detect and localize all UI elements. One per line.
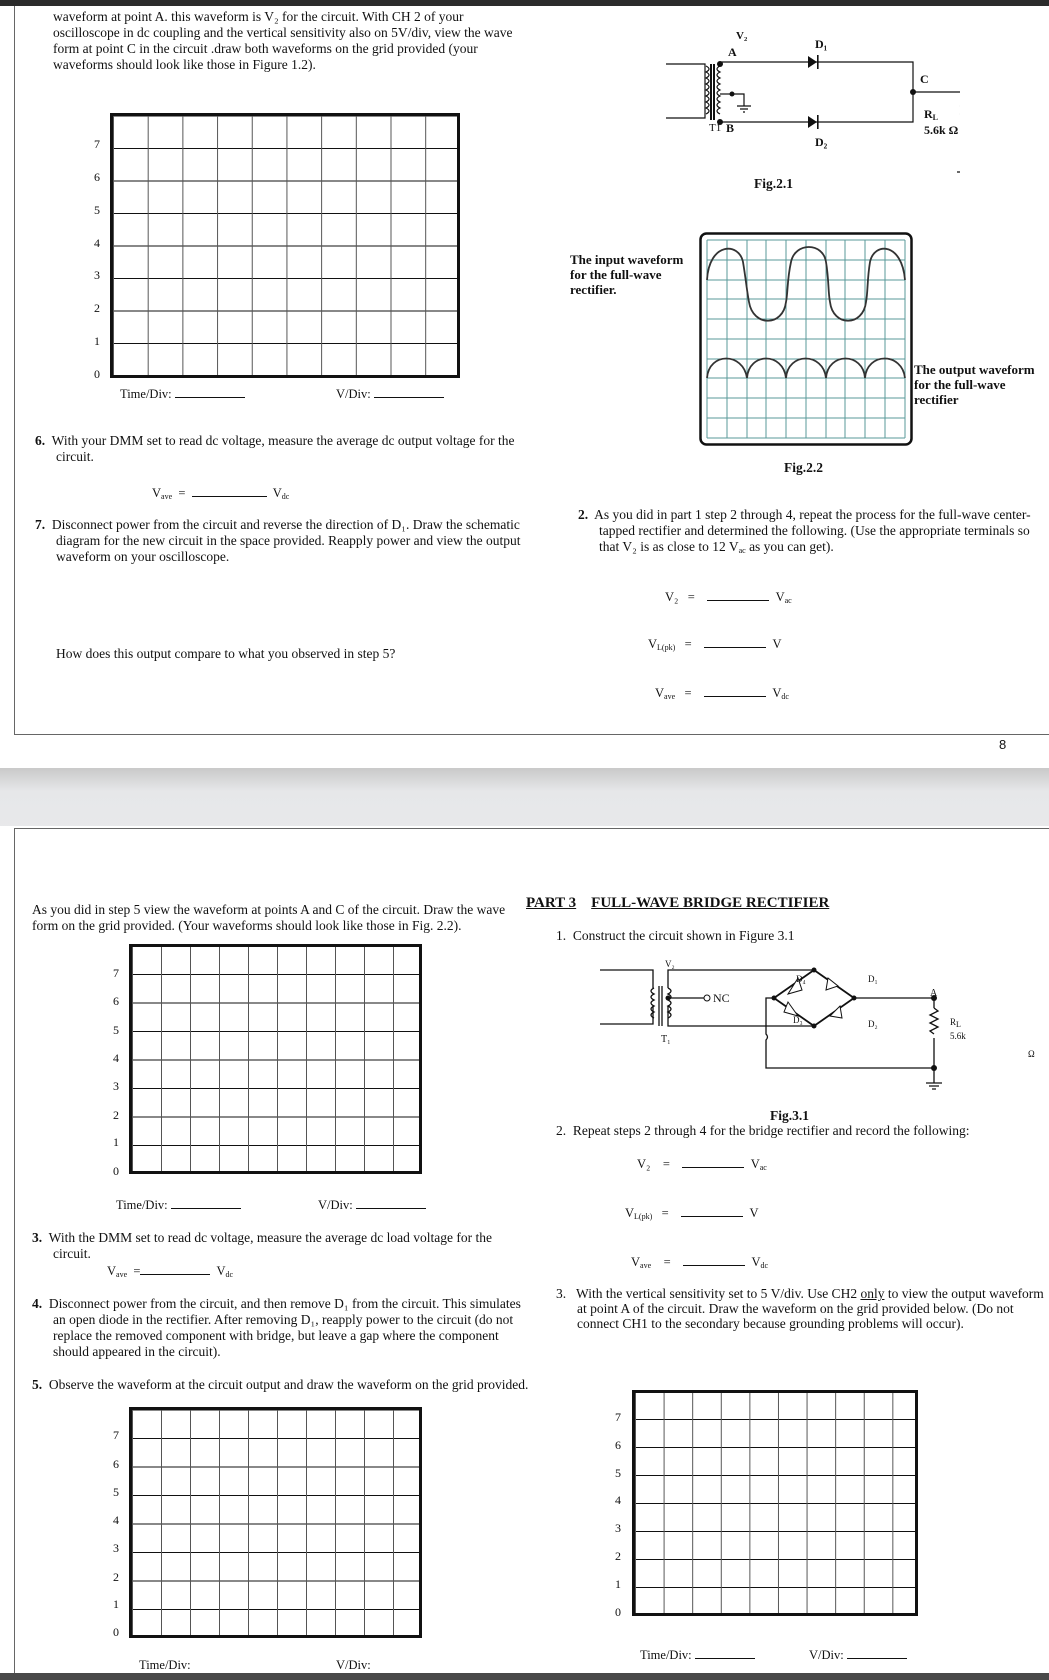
y-label: 1 bbox=[615, 1577, 621, 1591]
node-b-label: B bbox=[726, 121, 735, 135]
y-label: 5 bbox=[113, 1023, 119, 1037]
y-label: 7 bbox=[615, 1410, 621, 1424]
vlpk-row: $V_{L(pk)}$ = V bbox=[648, 637, 782, 652]
vave-row-2: $V_{ave}$ = $V_{dc}$ bbox=[655, 686, 789, 701]
t1-label: T₁ bbox=[661, 1034, 671, 1045]
d4-label: D₄ bbox=[796, 974, 806, 984]
oscilloscope-display-figure bbox=[699, 232, 913, 446]
y-label: 6 bbox=[113, 1457, 119, 1471]
node-c-label: C bbox=[920, 72, 929, 86]
d1-label: D₁ bbox=[815, 37, 828, 51]
y-label: 2 bbox=[113, 1108, 119, 1122]
time-div-blank[interactable] bbox=[171, 1196, 241, 1209]
p3-vlpk-row: $V_{L(pk)}$ = V bbox=[625, 1206, 759, 1221]
p3-v2-blank[interactable] bbox=[682, 1155, 744, 1168]
oscilloscope-grid[interactable] bbox=[129, 1407, 422, 1638]
y-label: 3 bbox=[615, 1521, 621, 1535]
node-a-label: A bbox=[728, 45, 737, 59]
time-div-blank[interactable] bbox=[175, 385, 245, 398]
y-label: 3 bbox=[113, 1079, 119, 1093]
oscilloscope-grid[interactable] bbox=[110, 113, 460, 378]
time-div-label: Time/Div: bbox=[640, 1648, 692, 1662]
v-div-blank[interactable] bbox=[847, 1646, 907, 1659]
time-div-label: Time/Div: bbox=[120, 387, 172, 401]
y-label: 1 bbox=[94, 334, 100, 348]
y-label: 7 bbox=[113, 1428, 119, 1442]
document-page-9 bbox=[0, 826, 1049, 1673]
equals: = bbox=[178, 486, 186, 500]
unit-sub: dc bbox=[281, 492, 290, 501]
step-7-text: Disconnect power from the circuit and reverse the direction of D₁. Draw the schematic diagram for the new circuit in the space provided. Reapply power and view the output waveform on your oscilloscope. bbox=[51, 517, 521, 564]
fig-3-1-caption: Fig.3.1 bbox=[770, 1108, 809, 1123]
v-sub: ave bbox=[161, 492, 173, 501]
step-3-text: With the DMM set to read dc voltage, measure the average dc load voltage for the circuit. bbox=[48, 1230, 492, 1261]
y-label: 3 bbox=[94, 268, 100, 282]
step-5: 5. Observe the waveform at the circuit output and draw the waveform on the grid provided. bbox=[32, 1377, 529, 1392]
p3-step-2: 2. Repeat steps 2 through 4 for the bridge rectifier and record the following: bbox=[556, 1123, 970, 1138]
v-div-label: V/Div: bbox=[809, 1648, 844, 1662]
p3-vlpk-blank[interactable] bbox=[681, 1204, 743, 1217]
page-number: 8 bbox=[999, 737, 1007, 752]
p3-vave-blank[interactable] bbox=[683, 1253, 745, 1266]
y-label: 0 bbox=[615, 1605, 621, 1619]
d3-label: D₃ bbox=[793, 1015, 803, 1025]
step-2-text: As you did in part 1 step 2 through 4, repeat the process for the full-wave center-tapped rectifier and determined the following. (Use the appropriate terminals so that V₂ is as close to 12 V bbox=[594, 507, 1031, 554]
y-label: 6 bbox=[113, 994, 119, 1008]
y-label: 7 bbox=[113, 966, 119, 980]
part-3-heading bbox=[526, 895, 829, 911]
rl-value: 5.6k bbox=[950, 1031, 966, 1041]
y-label: 1 bbox=[113, 1135, 119, 1149]
vlpk-blank[interactable] bbox=[704, 635, 766, 648]
step-5-text: Observe the waveform at the circuit output and draw the waveform on the grid provided. bbox=[48, 1377, 529, 1392]
y-label: 2 bbox=[615, 1549, 621, 1563]
intro-paragraph-2: As you did in step 5 view the waveform at points A and C of the circuit. Draw the wave form on the grid provided. (Your waveforms should look like those in Fig. 2.2). bbox=[32, 902, 506, 933]
rl-label: $R_L$ bbox=[950, 1017, 961, 1029]
part-label: PART 3 bbox=[526, 895, 577, 911]
rl-value: 5.6k Ω bbox=[924, 123, 959, 137]
y-label: 1 bbox=[113, 1597, 119, 1611]
p3-vave-row: $V_{ave}$ = $V_{dc}$ bbox=[631, 1255, 769, 1270]
y-label: 4 bbox=[113, 1513, 119, 1527]
node-a-label: A bbox=[930, 988, 938, 999]
vave-blank[interactable] bbox=[192, 484, 267, 497]
vave3-blank[interactable] bbox=[140, 1262, 210, 1275]
viewer-bottom-bar bbox=[0, 1673, 1049, 1680]
p3-step-3: 3. With the vertical sensitivity set to 5 V/div. Use CH2 only to view the output waveform at point A of the circuit. Draw the waveform on the grid provided below. (Do not connect CH1 to the secondary because grounding problems will occur). bbox=[556, 1286, 1044, 1331]
y-label: 2 bbox=[94, 301, 100, 315]
fig-2-1-caption: Fig.2.1 bbox=[754, 176, 793, 191]
step-4: 4. Disconnect power from the circuit, and then remove D₁ from the circuit. This simulates an open diode in the rectifier. After removing D₁, reapply power to the circuit (do not replace the removed component with bridge, but leave a gap where the component should appeared in the circuit). bbox=[32, 1296, 521, 1359]
y-label: 0 bbox=[94, 367, 100, 381]
vave-row bbox=[152, 484, 289, 505]
d1-label: D₁ bbox=[868, 974, 878, 984]
d2-label: D₂ bbox=[815, 135, 828, 149]
v2-label: V₂ bbox=[665, 959, 675, 969]
part-title: FULL-WAVE BRIDGE RECTIFIER bbox=[591, 895, 830, 911]
vave-row-3: $V_{ave} = V_{dc}$ bbox=[107, 1264, 234, 1279]
v-div-label: V/Div: bbox=[318, 1198, 353, 1212]
document-page-8 bbox=[0, 6, 1049, 736]
y-label: 6 bbox=[615, 1438, 621, 1452]
t1-label: T1 bbox=[709, 122, 722, 134]
time-div-blank[interactable] bbox=[695, 1646, 755, 1659]
y-label: 7 bbox=[94, 137, 100, 151]
oscilloscope-grid[interactable] bbox=[632, 1390, 918, 1616]
ohm-symbol: Ω bbox=[1028, 1049, 1035, 1059]
y-label: 3 bbox=[113, 1541, 119, 1555]
time-div-label: Time/Div: bbox=[116, 1198, 168, 1212]
p3-v2-row: V₂ = $V_{ac}$ bbox=[637, 1157, 767, 1172]
v2-row: V₂ = $V_{ac}$ bbox=[665, 590, 792, 605]
vave2-blank[interactable] bbox=[704, 684, 766, 697]
nc-label: NC bbox=[713, 991, 730, 1005]
d2-label: D₂ bbox=[868, 1019, 878, 1029]
v-label: V bbox=[152, 486, 162, 500]
y-label: 5 bbox=[94, 203, 100, 217]
center-tapped-rectifier-schematic bbox=[660, 24, 960, 174]
y-label: 6 bbox=[94, 170, 100, 184]
y-label: 4 bbox=[94, 236, 100, 250]
oscilloscope-grid[interactable] bbox=[129, 944, 422, 1174]
unit: V bbox=[272, 486, 282, 500]
step-3: 3. With the DMM set to read dc voltage, measure the average dc load voltage for the circuit. bbox=[32, 1230, 492, 1261]
v-div-blank[interactable] bbox=[374, 385, 444, 398]
y-label: 0 bbox=[113, 1625, 119, 1639]
v-div-label: V/Div: bbox=[336, 387, 371, 401]
fig-2-2-caption: Fig.2.2 bbox=[784, 460, 823, 475]
y-label: 5 bbox=[615, 1466, 621, 1480]
v2-blank[interactable] bbox=[707, 588, 769, 601]
p3-step-1: 1. Construct the circuit shown in Figure 3.1 bbox=[556, 928, 795, 943]
step-4-text: Disconnect power from the circuit, and then remove D₁ from the circuit. This simulates an open diode in the rectifier. After removing D₁, reapply power to the circuit (do not replace the removed component with bridge, but leave a gap where the component should appeared in the circuit). bbox=[48, 1296, 521, 1359]
y-label: 2 bbox=[113, 1570, 119, 1584]
v-div-label: V/Div: bbox=[336, 1658, 371, 1672]
input-waveform-label: The input waveform for the full-wave rectifier. bbox=[570, 252, 684, 297]
step-6: 6. With your DMM set to read dc voltage, measure the average dc output voltage for the circuit. bbox=[35, 433, 515, 464]
step-7: 7. Disconnect power from the circuit and reverse the direction of D₁. Draw the schematic diagram for the new circuit in the space provided. Reapply power and view the output waveform on your oscilloscope. bbox=[35, 517, 521, 564]
v2-label: V₂ bbox=[736, 30, 748, 42]
y-label: 5 bbox=[113, 1485, 119, 1499]
y-label: 0 bbox=[113, 1164, 119, 1178]
output-waveform-label: The output waveform for the full-wave rectifier bbox=[914, 362, 1035, 407]
y-label: 4 bbox=[615, 1493, 621, 1507]
step-6-text: With your DMM set to read dc voltage, measure the average dc output voltage for the circuit. bbox=[51, 433, 515, 464]
v-div-blank[interactable] bbox=[356, 1196, 426, 1209]
compare-question: How does this output compare to what you observed in step 5? bbox=[56, 646, 396, 661]
step-2: 2. As you did in part 1 step 2 through 4, repeat the process for the full-wave center-tapped rectifier and determined the following. (Use the appropriate terminals so that V₂ is as close to 12 $V_{ac}$ as you can get). bbox=[578, 507, 1031, 555]
y-label: 4 bbox=[113, 1051, 119, 1065]
intro-paragraph: waveform at point A. this waveform is V₂ for the circuit. With CH 2 of your oscilloscope in dc coupling and the vertical sensitivity also on 5V/div, view the wave form at point C in the circuit .draw both waveforms on the grid provided (your waveforms should look like those in Figure 1.2). bbox=[53, 9, 513, 72]
rl-label: $R_L$ bbox=[924, 107, 939, 122]
time-div-label: Time/Div: bbox=[139, 1658, 191, 1672]
